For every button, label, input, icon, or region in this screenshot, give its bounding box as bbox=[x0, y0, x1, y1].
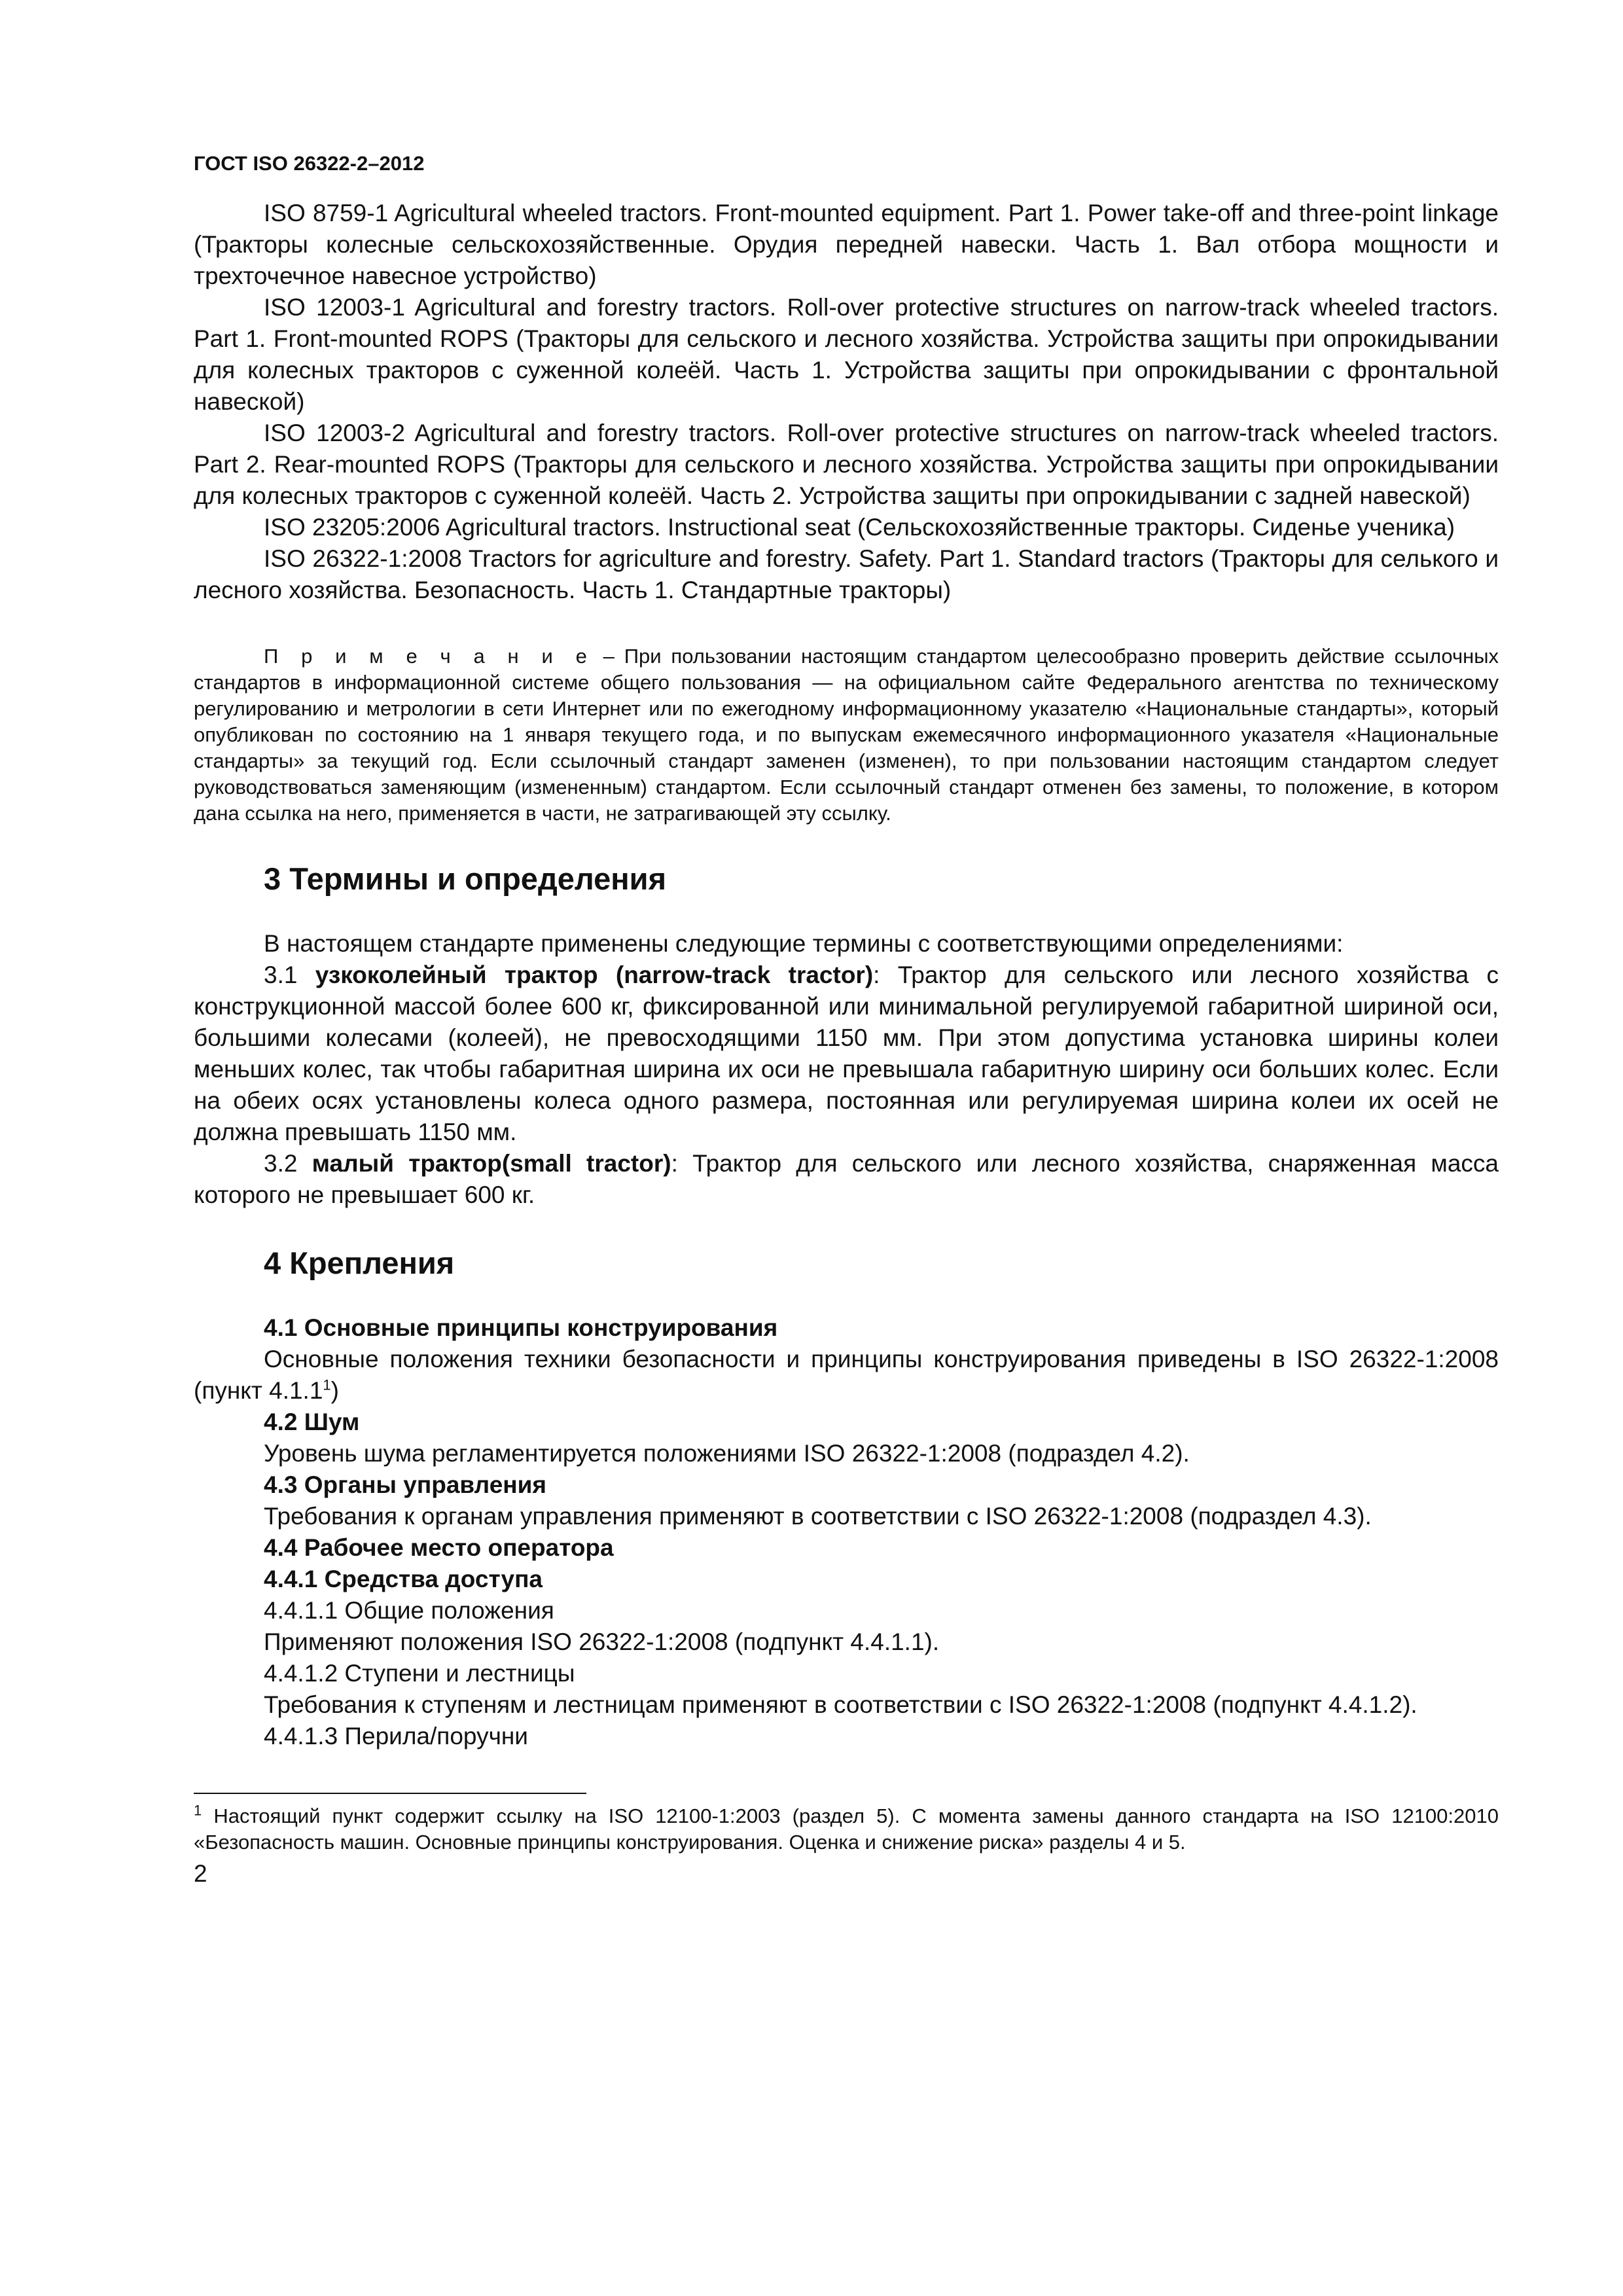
term-definition: : Трактор для сельского или лесного хозяйства, снаряженная масса которого не превышает 600 кг. bbox=[194, 1150, 1499, 1208]
term-3-2 bbox=[194, 1148, 1499, 1211]
item-4-4-1-1-title: 4.4.1.1 Общие положения bbox=[264, 1597, 554, 1624]
item-4-4-1-1-text: Применяют положения ISO 26322-1:2008 (подпункт 4.4.1.1). bbox=[264, 1628, 940, 1655]
page-number: 2 bbox=[194, 1860, 207, 1887]
footnote-divider bbox=[194, 1793, 586, 1794]
term-name: узкоколейный трактор (narrow-track tractor) bbox=[315, 961, 874, 988]
subsection-4-3-text: Требования к органам управления применяют в соответствии с ISO 26322-1:2008 (подраздел 4.3). bbox=[264, 1503, 1372, 1530]
reference-item: ISO 23205:2006 Agricultural tractors. Instructional seat (Сельскохозяйственные тракторы. Сиденье ученика) bbox=[264, 514, 1455, 541]
subsection-4-3-title: 4.3 Органы управления bbox=[264, 1471, 546, 1498]
document-header: ГОСТ ISO 26322-2–2012 bbox=[194, 152, 425, 175]
subsection-4-2-text: Уровень шума регламентируется положениями ISO 26322-1:2008 (подраздел 4.2). bbox=[264, 1440, 1190, 1467]
subsection-4-1-title: 4.1 Основные принципы конструирования bbox=[264, 1314, 778, 1341]
note-text: – При пользовании настоящим стандартом целесообразно проверить действие ссылочных стандартов в информационной системе общего пользования — на официальном сайте Федерального агентства по техническому регулированию и метрологии в сети Интернет или по ежегодному информационному указателю «Национальные стандарты», который опубликован по состоянию на 1 января текущего года, и по выпускам ежемесячного информационного указателя «Национальные стандарты» за текущий год. Если ссылочный стандарт заменен (изменен), то при пользовании настоящим стандартом следует руководствоваться заменяющим (измененным) стандартом. Если ссылочный стандарт отменен без замены, то положение, в котором дана ссылка на него, применяется в части, не затрагивающей эту ссылку. bbox=[194, 645, 1499, 825]
footnote bbox=[194, 1803, 1499, 1856]
note-label: П р и м е ч а н и е bbox=[264, 645, 594, 668]
subsection-4-4-title: 4.4 Рабочее место оператора bbox=[264, 1534, 614, 1561]
subsection-4-1-end: ) bbox=[330, 1377, 339, 1404]
item-4-4-1-2-text: Требования к ступеням и лестницам применяют в соответствии с ISO 26322-1:2008 (подпункт 4.4.1.2). bbox=[264, 1691, 1418, 1718]
reference-item: ISO 12003-2 Agricultural and forestry tractors. Roll-over protective structures on narrow-track wheeled tractors. Part 2. Rear-mounted ROPS (Тракторы для сельского и лесного хозяйства. Устройства защиты при опрокидывании для колесных тракторов с суженной колеёй. Часть 2. Устройства защиты при опрокидывании с задней навеской) bbox=[194, 420, 1499, 509]
term-3-1 bbox=[194, 960, 1499, 1148]
subsection-4-1-text bbox=[194, 1344, 1499, 1407]
item-4-4-1-3-title: 4.4.1.3 Перила/поручни bbox=[264, 1723, 528, 1749]
section-3-intro: В настоящем стандарте применены следующие термины с соответствующими определениями: bbox=[264, 930, 1344, 957]
footnote-ref: 1 bbox=[323, 1376, 331, 1393]
reference-item: ISO 26322-1:2008 Tractors for agriculture and forestry. Safety. Part 1. Standard tractors (Тракторы для селького и лесного хозяйства. Безопасность. Часть 1. Стандартные тракторы) bbox=[194, 545, 1499, 603]
subsection-4-2-title: 4.2 Шум bbox=[264, 1408, 360, 1435]
section-3-title: 3 Термины и определения bbox=[264, 861, 666, 896]
term-definition: : Трактор для сельского или лесного хозяйства с конструкционной массой более 600 кг, фиксированной или минимальной регулируемой габаритной шириной оси, большими колесами (колеей), не превосходящими 1150 мм. При этом допустима установка ширины колеи меньших колес, так чтобы габаритная ширина их оси не превышала габаритную ширину оси больших колес. Если на обеих осях установлены колеса одного размера, постоянная или регулируемая ширина колеи их осей не должна превышать 1150 мм. bbox=[194, 961, 1499, 1145]
item-4-4-1-2-title: 4.4.1.2 Ступени и лестницы bbox=[264, 1660, 575, 1687]
term-number: 3.1 bbox=[264, 961, 315, 988]
document-page bbox=[194, 151, 1499, 1890]
section-4-title: 4 Крепления bbox=[264, 1246, 455, 1280]
subsection-4-4-1-title: 4.4.1 Средства доступа bbox=[264, 1566, 543, 1592]
term-number: 3.2 bbox=[264, 1150, 312, 1177]
reference-item: ISO 8759-1 Agricultural wheeled tractors. Front-mounted equipment. Part 1. Power take-off and three-point linkage (Тракторы колесные сельскохозяйственные. Орудия передней навески. Часть 1. Вал отбора мощности и трехточечное навесное устройство) bbox=[194, 200, 1499, 289]
subsection-4-1-body: Основные положения техники безопасности и принципы конструирования приведены в ISO 26322-1:2008 (пункт 4.1.1 bbox=[194, 1346, 1499, 1404]
note-paragraph bbox=[194, 643, 1499, 827]
footnote-text: Настоящий пункт содержит ссылку на ISO 12100-1:2003 (раздел 5). С момента замены данного стандарта на ISO 12100:2010 «Безопасность машин. Основные принципы конструирования. Оценка и снижение риска» разделы 4 и 5. bbox=[194, 1804, 1499, 1854]
footnote-mark: 1 bbox=[194, 1802, 202, 1819]
term-name: малый трактор(small tractor) bbox=[312, 1150, 671, 1177]
reference-item: ISO 12003-1 Agricultural and forestry tractors. Roll-over protective structures on narrow-track wheeled tractors. Part 1. Front-mounted ROPS (Тракторы для сельского и лесного хозяйства. Устройства защиты при опрокидывании для колесных тракторов с суженной колеёй. Часть 1. Устройства защиты при опрокидывании с фронтальной навеской) bbox=[194, 294, 1499, 415]
